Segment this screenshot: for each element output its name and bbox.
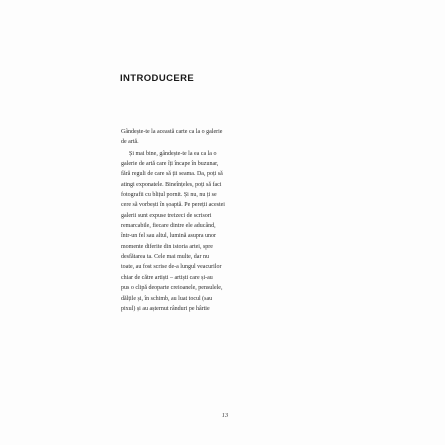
chapter-title: INTRODUCERE bbox=[120, 73, 195, 84]
page-number: 13 bbox=[221, 412, 229, 419]
text-line: galerie de artă care îți încape în buzunar, bbox=[121, 161, 219, 168]
text-line: cere să vorbești în șoaptă. Pe pereții acestei bbox=[121, 202, 225, 209]
text-line: într-un fel sau altul, lumină asupra unor bbox=[121, 233, 217, 240]
text-line: fotografii cu blițul pornit. Și nu, nu ți se bbox=[121, 192, 217, 199]
text-line: fără reguli de care să ții seama. Da, poți să bbox=[121, 171, 223, 178]
text-line: remarcabile, fiecare dintre ele aducând, bbox=[121, 223, 216, 230]
text-line: desfătarea ta. Cele mai multe, dar nu bbox=[121, 254, 209, 261]
text-line: Gândește-te la această carte ca la o galerie bbox=[121, 129, 223, 135]
text-line bbox=[121, 149, 336, 159]
text-line: pixul) și au așternut rânduri pe hârtie bbox=[121, 305, 210, 312]
body-text bbox=[121, 127, 336, 314]
text-line: galerii sunt expuse treizeci de scrisori bbox=[121, 212, 212, 219]
text-line: dălțile și, în schimb, au luat tocul (sau bbox=[121, 295, 213, 302]
text-line: de artă. bbox=[121, 139, 139, 146]
paragraph-2 bbox=[121, 149, 336, 315]
text-line: pus o clipă deoparte creioanele, pensulele, bbox=[121, 285, 223, 292]
paragraph-1 bbox=[121, 127, 336, 148]
text-line: momente diferite din istoria artei, spre bbox=[121, 243, 213, 250]
text-line: atingi exponatele. Bineînțeles, poți să faci bbox=[121, 181, 222, 188]
text-line: chiar de către artiști – artiști care și-au bbox=[121, 274, 213, 281]
text-line-content: Și mai bine, gândește-te la ea ca la o bbox=[129, 150, 217, 157]
text-line: toate, au fost scrise de-a lungul veacurilor bbox=[121, 264, 222, 271]
